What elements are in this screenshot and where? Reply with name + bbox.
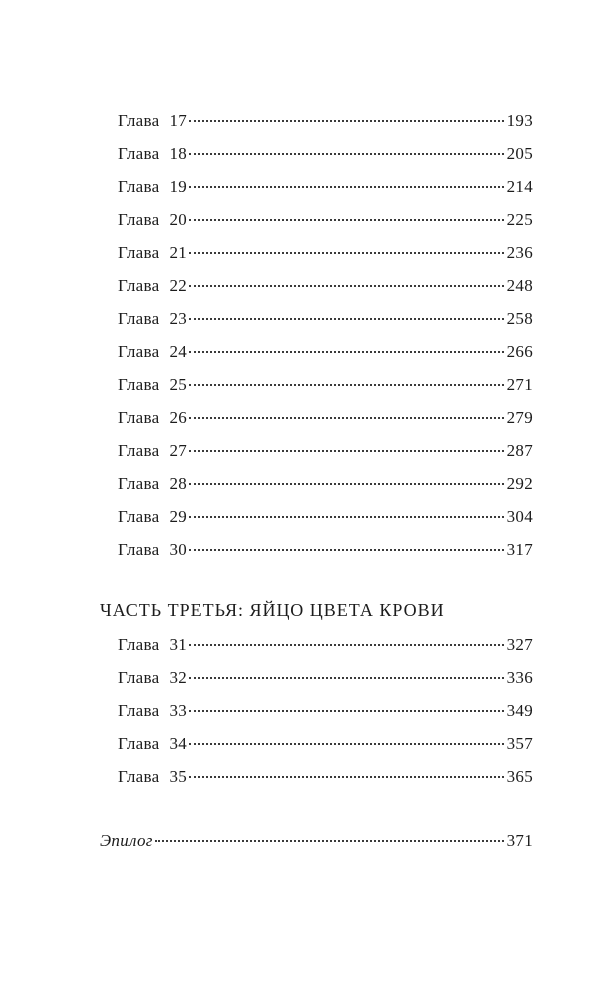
dot-leader: [189, 219, 504, 221]
toc-entry[interactable]: [118, 694, 533, 727]
entry-page: 304: [506, 507, 533, 526]
entry-page: 292: [506, 474, 533, 493]
dot-leader: [189, 710, 504, 712]
entry-page: 365: [506, 767, 533, 786]
entry-page: 236: [506, 243, 533, 262]
toc-entry[interactable]: [118, 760, 533, 793]
entry-page: 357: [506, 734, 533, 753]
entry-page: 271: [506, 375, 533, 394]
entry-label: Глава: [118, 375, 160, 394]
entry-page: 266: [506, 342, 533, 361]
entry-number: 35: [169, 767, 188, 786]
entry-number: 19: [169, 177, 188, 196]
entry-label: Глава: [118, 734, 160, 753]
entry-number: 28: [169, 474, 188, 493]
entry-number: 26: [169, 408, 188, 427]
toc-entry[interactable]: [118, 727, 533, 760]
entry-label: Глава: [118, 668, 160, 687]
dot-leader: [189, 549, 504, 551]
entry-label: Глава: [118, 210, 160, 229]
toc-part-three-chapters: [118, 628, 533, 793]
dot-leader: [189, 677, 504, 679]
toc-entry[interactable]: [118, 104, 533, 137]
dot-leader: [189, 120, 504, 122]
toc-entry[interactable]: [118, 533, 533, 566]
entry-page: 193: [506, 111, 533, 130]
toc-entry[interactable]: [118, 170, 533, 203]
entry-page: 317: [506, 540, 533, 559]
entry-number: 20: [169, 210, 188, 229]
entry-label: Глава: [118, 635, 160, 654]
entry-label: Глава: [118, 474, 160, 493]
entry-number: 23: [169, 309, 188, 328]
part-three-heading: ЧАСТЬ ТРЕТЬЯ: ЯЙЦО ЦВЕТА КРОВИ: [100, 600, 445, 620]
entry-number: 22: [169, 276, 188, 295]
entry-label: Глава: [118, 243, 160, 262]
toc-entry[interactable]: [118, 335, 533, 368]
entry-number: 30: [169, 540, 188, 559]
entry-number: 18: [169, 144, 188, 163]
entry-page: 349: [506, 701, 533, 720]
entry-page: 214: [506, 177, 533, 196]
toc-entry[interactable]: [118, 269, 533, 302]
entry-page: 327: [506, 635, 533, 654]
dot-leader: [189, 450, 504, 452]
entry-page: 279: [506, 408, 533, 427]
toc-entry[interactable]: [118, 434, 533, 467]
entry-number: 27: [169, 441, 188, 460]
toc-entry[interactable]: [118, 203, 533, 236]
toc-entry[interactable]: [118, 236, 533, 269]
entry-label: Глава: [118, 144, 160, 163]
entry-number: 31: [169, 635, 188, 654]
epilogue-label: Эпилог: [100, 831, 153, 850]
toc-epilogue: [100, 824, 533, 857]
entry-label: Глава: [118, 177, 160, 196]
entry-number: 24: [169, 342, 188, 361]
epilogue-page: 371: [506, 831, 533, 850]
toc-entry[interactable]: [118, 500, 533, 533]
entry-number: 33: [169, 701, 188, 720]
toc-chapters-17-30: [118, 104, 533, 566]
dot-leader: [189, 384, 504, 386]
toc-entry[interactable]: [118, 467, 533, 500]
entry-label: Глава: [118, 342, 160, 361]
entry-label: Глава: [118, 408, 160, 427]
dot-leader: [189, 186, 504, 188]
dot-leader: [189, 743, 504, 745]
toc-entry[interactable]: [118, 302, 533, 335]
toc-entry[interactable]: [118, 628, 533, 661]
dot-leader: [189, 318, 504, 320]
entry-number: 25: [169, 375, 188, 394]
dot-leader: [189, 351, 504, 353]
toc-entry[interactable]: [118, 368, 533, 401]
entry-number: 21: [169, 243, 188, 262]
toc-entry[interactable]: [118, 401, 533, 434]
entry-label: Глава: [118, 767, 160, 786]
entry-label: Глава: [118, 309, 160, 328]
entry-label: Глава: [118, 507, 160, 526]
dot-leader: [189, 516, 504, 518]
dot-leader: [189, 483, 504, 485]
entry-label: Глава: [118, 441, 160, 460]
entry-number: 34: [169, 734, 188, 753]
entry-page: 287: [506, 441, 533, 460]
entry-page: 258: [506, 309, 533, 328]
entry-label: Глава: [118, 540, 160, 559]
entry-number: 29: [169, 507, 188, 526]
entry-label: Глава: [118, 701, 160, 720]
toc-entry[interactable]: [118, 137, 533, 170]
dot-leader: [189, 776, 504, 778]
entry-page: 205: [506, 144, 533, 163]
entry-page: 248: [506, 276, 533, 295]
entry-page: 336: [506, 668, 533, 687]
dot-leader: [189, 285, 504, 287]
entry-label: Глава: [118, 111, 160, 130]
dot-leader: [189, 644, 504, 646]
entry-number: 32: [169, 668, 188, 687]
entry-page: 225: [506, 210, 533, 229]
dot-leader: [189, 417, 504, 419]
dot-leader: [189, 252, 504, 254]
entry-label: Глава: [118, 276, 160, 295]
entry-number: 17: [169, 111, 188, 130]
dot-leader: [155, 840, 504, 842]
toc-entry[interactable]: [118, 661, 533, 694]
toc-entry-epilogue[interactable]: [100, 824, 533, 857]
dot-leader: [189, 153, 504, 155]
